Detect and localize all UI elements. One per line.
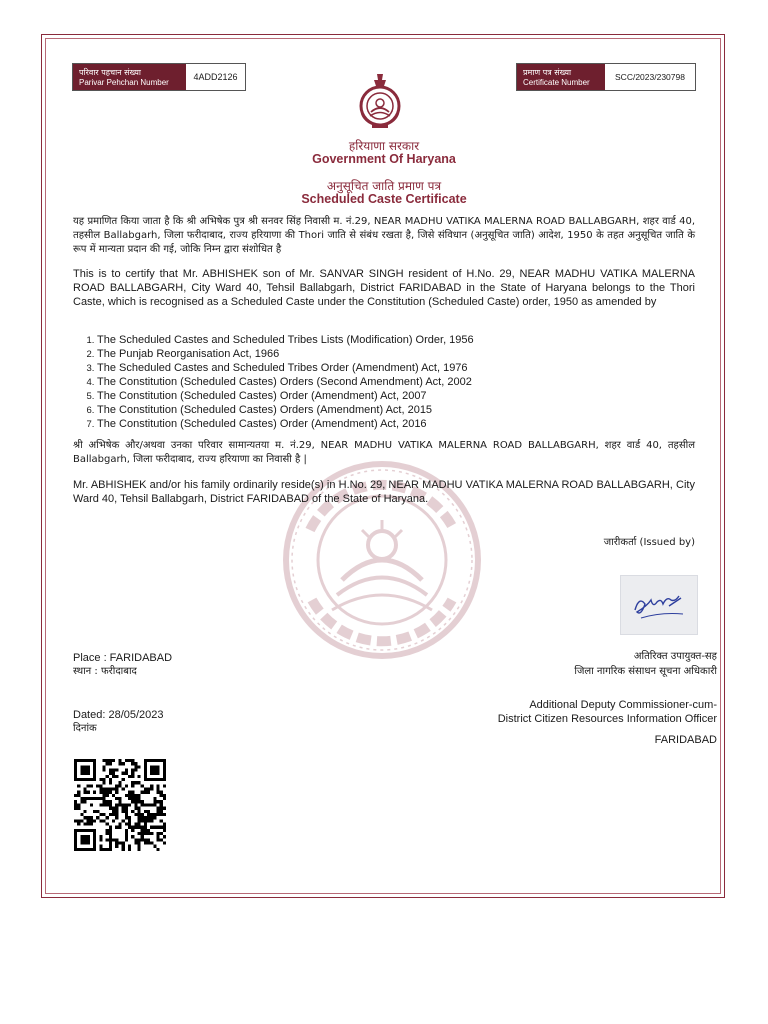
officer-signature	[620, 575, 698, 635]
district-label: FARIDABAD	[654, 734, 717, 746]
designation-line1: Additional Deputy Commissioner-cum-	[529, 699, 717, 711]
dated-label: Dated: 28/05/2023	[73, 709, 164, 721]
issued-by-label: जारीकर्ता (Issued by)	[603, 537, 695, 548]
amendment-acts-list	[73, 333, 697, 431]
designation-hindi-line2: जिला नागरिक संसाधन सूचना अधिकारी	[574, 666, 717, 677]
haryana-emblem-icon	[356, 70, 404, 130]
list-item: 5. The Constitution (Scheduled Castes) Order (Amendment) Act, 2007	[97, 389, 697, 403]
list-item: 1. The Scheduled Castes and Scheduled Tribes Lists (Modification) Order, 1956	[97, 333, 697, 347]
certificate-number-label: प्रमाण पत्र संख्या Certificate Number	[517, 64, 605, 90]
list-item: 4. The Constitution (Scheduled Castes) Orders (Second Amendment) Act, 2002	[97, 375, 697, 389]
signature-icon	[621, 576, 697, 634]
parivar-pehchan-box	[72, 63, 246, 91]
residence-text: Mr. ABHISHEK and/or his family ordinarily reside(s) in H.No. 29, NEAR MADHU VATIKA MALERNA ROAD BALLABGARH, City Ward 40, Tehsil Ballabgarh, District FARIDABAD of the State of Haryana.	[73, 479, 695, 505]
government-title: Government Of Haryana	[312, 152, 456, 166]
certificate-text-hindi: यह प्रमाणित किया जाता है कि श्री अभिषेक पुत्र श्री सनवर सिंह निवासी म. नं.29, NEAR MADHU VATIKA MALERNA ROAD BALLABGARH, शहर वार्ड 40, तहसील Ballabgarh, जिला फरीदाबाद, राज्य हरियाणा की Thori जाति से संबंध रखता है, जिसे संविधान (अनुसूचित जाति) आदेश, 1950 के तहत अनुसूचित जाति के रूप में मान्यता प्रदान की गई, जोकि निम्न द्वारा संशोधित है	[73, 216, 695, 255]
residence-text-hindi: श्री अभिषेक और/अथवा उनका परिवार सामान्यतया म. नं.29, NEAR MADHU VATIKA MALERNA ROAD BALLABGARH, शहर वार्ड 40, तहसील Ballabgarh, जिला फरीदाबाद, राज्य हरियाणा का निवासी है |	[73, 440, 695, 465]
parivar-pehchan-label: परिवार पहचान संख्या Parivar Pehchan Number	[73, 64, 186, 90]
qr-code-icon	[74, 759, 166, 851]
list-item: 6. The Constitution (Scheduled Castes) Orders (Amendment) Act, 2015	[97, 403, 697, 417]
certificate-number-box	[516, 63, 696, 91]
certificate-number-value: SCC/2023/230798	[615, 72, 685, 82]
government-title-hindi: हरियाणा सरकार	[348, 139, 420, 153]
dated-label-hindi: दिनांक	[73, 723, 97, 734]
place-label-hindi: स्थान : फरीदाबाद	[73, 666, 137, 677]
designation-hindi-line1: अतिरिक्त उपायुक्त-सह	[633, 651, 717, 662]
certificate-title: Scheduled Caste Certificate	[301, 192, 467, 206]
place-label: Place : FARIDABAD	[73, 652, 173, 664]
certificate-title-hindi: अनुसूचित जाति प्रमाण पत्र	[326, 179, 442, 193]
list-item: 3. The Scheduled Castes and Scheduled Tribes Order (Amendment) Act, 1976	[97, 361, 697, 375]
list-item: 7. The Constitution (Scheduled Castes) Order (Amendment) Act, 2016	[97, 417, 697, 431]
certificate-text: This is to certify that Mr. ABHISHEK son of Mr. SANVAR SINGH resident of H.No. 29, NEAR MADHU VATIKA MALERNA ROAD BALLABGARH, City Ward 40, Tehsil Ballabgarh, District FARIDABAD in the State of Haryana belongs to the Thori Caste, which is recognised as a Scheduled Caste under the Constitution (Scheduled Caste) order, 1950 as amended by	[73, 268, 695, 308]
list-item: 2. The Punjab Reorganisation Act, 1966	[97, 347, 697, 361]
designation-line2: District Citizen Resources Information Officer	[497, 713, 717, 725]
parivar-pehchan-value: 4ADD2126	[193, 72, 238, 82]
